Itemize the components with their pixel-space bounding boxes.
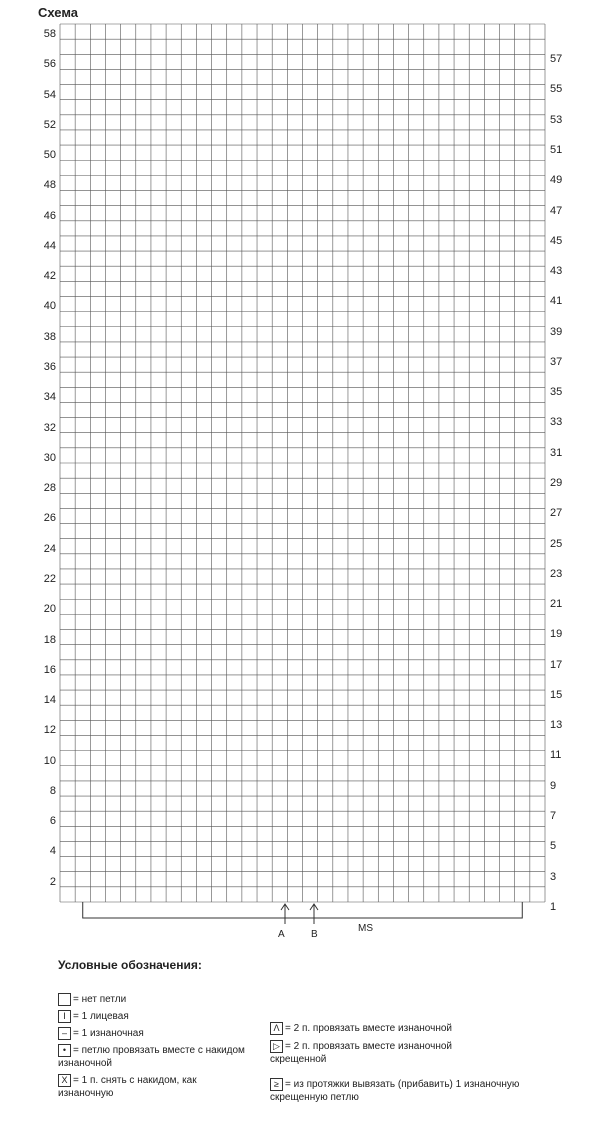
knit-icon: I	[58, 1010, 71, 1023]
row-label: 1	[550, 900, 557, 913]
row-label: 31	[550, 446, 563, 459]
row-label: 2	[49, 875, 56, 888]
row-label: 48	[43, 179, 56, 192]
row-label: 38	[43, 330, 56, 343]
legend-dec-purl: Λ = 2 п. провязать вместе изнаночной	[270, 1022, 510, 1035]
legend-purl: – = 1 изнаночная	[58, 1027, 144, 1040]
row-label: 9	[550, 779, 557, 792]
row-label: 19	[550, 628, 563, 641]
row-label: 57	[550, 53, 563, 66]
row-label: 3	[550, 870, 557, 883]
row-label: 49	[550, 174, 563, 187]
row-label: 18	[43, 633, 56, 646]
row-label: 30	[43, 451, 56, 464]
dot-icon: •	[58, 1044, 71, 1057]
row-label: 16	[43, 663, 56, 676]
row-label: 20	[43, 603, 56, 616]
row-label: 27	[550, 507, 563, 520]
row-label: 56	[43, 58, 56, 71]
row-label: 54	[43, 88, 56, 101]
row-label: 51	[550, 143, 563, 156]
legend-dec-purl-tbl: ▷ = 2 п. провязать вместе изнаночной скрещенной	[270, 1041, 453, 1066]
row-label: 7	[550, 810, 557, 823]
triangle-up-icon: Λ	[270, 1022, 283, 1035]
row-label: 32	[43, 421, 56, 434]
legend-x: X = 1 п. снять с накидом, как изнаночную	[58, 1075, 197, 1100]
row-label: 46	[43, 209, 56, 222]
legend-inc: ≥ = из протяжки вывязать (прибавить) 1 изнаночную скрещенную петлю	[270, 1079, 520, 1104]
row-label: 24	[43, 542, 56, 555]
marker-b: B	[311, 929, 318, 940]
row-label: 41	[550, 295, 563, 308]
marker-ms: MS	[358, 923, 373, 934]
row-label: 40	[43, 300, 56, 313]
row-label: 4	[49, 845, 56, 858]
row-label: 21	[550, 598, 563, 611]
row-label: 8	[49, 784, 56, 797]
ms-bracket	[83, 902, 523, 918]
row-label: 12	[43, 724, 56, 737]
row-label: 5	[550, 840, 557, 853]
row-label: 55	[550, 83, 563, 96]
marker-a: A	[278, 929, 285, 940]
row-label: 35	[550, 386, 563, 399]
row-label: 25	[550, 537, 563, 550]
row-label: 53	[550, 113, 563, 126]
row-label: 22	[43, 572, 56, 585]
slip-x-icon: X	[58, 1074, 71, 1087]
row-label: 44	[43, 239, 56, 252]
arrow-up-icon	[310, 904, 318, 924]
triangle-right-icon: ▷	[270, 1040, 283, 1053]
row-label: 15	[550, 688, 563, 701]
legend-no-stitch: = нет петли	[58, 993, 126, 1006]
empty-cell-icon	[58, 993, 71, 1006]
row-label: 33	[550, 416, 563, 429]
row-label: 36	[43, 361, 56, 374]
increase-icon: ≥	[270, 1078, 283, 1091]
row-label: 52	[43, 118, 56, 131]
row-label: 13	[550, 719, 563, 732]
row-label: 17	[550, 658, 563, 671]
row-label: 29	[550, 477, 563, 489]
row-label: 11	[550, 749, 562, 762]
arrow-up-icon	[281, 904, 289, 924]
row-label: 26	[43, 512, 56, 525]
purl-icon: –	[58, 1027, 71, 1040]
row-label: 58	[43, 28, 56, 40]
legend-title: Условные обозначения:	[58, 958, 202, 972]
legend-dot: • = петлю провязать вместе с накидом изнаночной	[58, 1045, 245, 1070]
row-label: 37	[550, 355, 563, 368]
row-label: 47	[550, 204, 563, 217]
row-label: 43	[550, 265, 563, 278]
row-label: 45	[550, 234, 563, 247]
row-label: 50	[43, 149, 56, 162]
row-label: 10	[43, 754, 56, 767]
row-label: 42	[43, 270, 56, 283]
chart-title: Схема	[38, 5, 79, 20]
row-label: 23	[550, 567, 563, 580]
row-label: 39	[550, 325, 563, 338]
row-label: 14	[43, 694, 56, 707]
legend-knit: I = 1 лицевая	[58, 1010, 129, 1023]
row-label: 28	[43, 482, 56, 495]
row-label: 34	[43, 391, 56, 404]
row-label: 6	[49, 815, 56, 828]
